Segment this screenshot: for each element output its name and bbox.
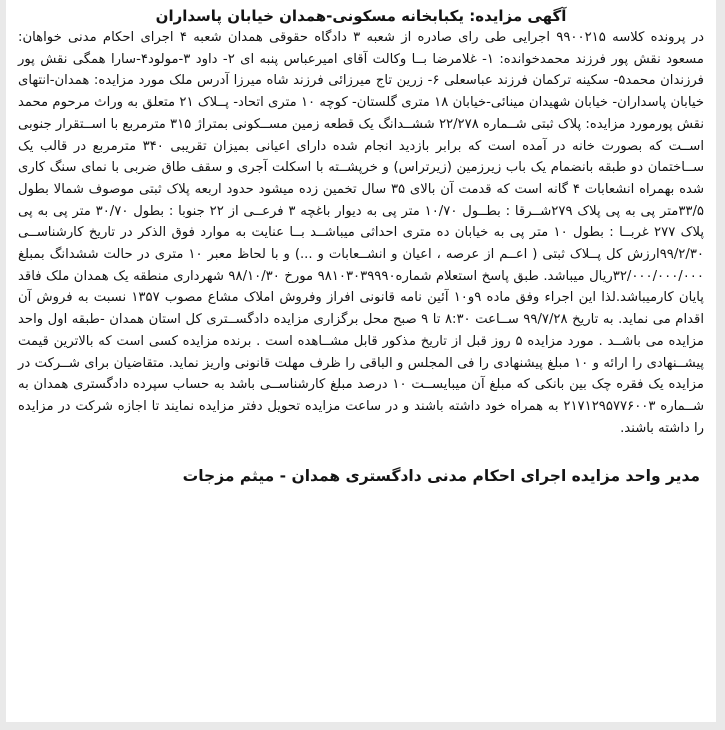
notice-title: آگهی مزایده: یکبابخانه مسکونی-همدان خیابان پاسداران <box>155 7 567 25</box>
notice-signature: مدیر واحد مزایده اجرای احکام مدنی دادگستری همدان - میثم مزجات <box>182 467 700 486</box>
auction-notice <box>6 0 716 722</box>
notice-body: در پرونده کلاسه ۹۹۰۰۲۱۵ اجرایی طی رای صادره از شعبه ۳ دادگاه حقوقی همدان شعبه ۴ اجرای احکام مدنی خواهان: مسعود نقش پور فرزند محمدخوانده: ۱- غلامرضا بــا وکالت آقای امیرعباس پنبه ای ۲- داود ۳-مولود۴-سارا همگی نقش پور فرزندان محمد۵- سکینه ترکمان فرزند عباسعلی ۶- زرین تاج میرزائی فرزند شاه میرزا آدرس ملک مورد مزایده: همدان-انتهای خیابان پاسداران- خیابان شهیدان مینائی-خیابان ۱۸ متری گلستان- کوچه ۱۰ متری اتحاد- پــلاک ۲۱ متعلق به وراث مرحوم محمد نقش پورمورد مزایده: پلاک ثبتی شــماره ۲۲/۲۷۸ ششــدانگ یک قطعه زمین مســکونی بمتراژ ۳۱۵ مترمربع با اســتقرار جنوبی اســت که بصورت خانه در آمده است که برابر بازدید انجام شده دارای اعیانی بمیزان تقریبی ۳۴۰ مترمربع در قالب یک ســاختمان دو طبقه بانضمام یک باب زیرزمین (زیرتراس) و خرپشــته با اسکلت آجری و سقف طاق ضربی با نمای سنگ کاری شده بهمراه انشعابات ۴ گانه است که قدمت آن بالای ۳۵ سال تخمین زده میشود حدود اربعه پلاک ثبتی موصوف شمالا بطول ۳۳/۵متر پی به پی پلاک ۲۷۹شــرقا : بطــول ۱۰/۷۰ متر پی به دیوار باغچه ۳ فرعــی از ۲۲ جنوبا : بطول ۳۰/۷۰ متر پی به پی پلاک ۲۷۷ غربــا : بطول ۱۰ متر پی به خیابان ده متری احداثی میباشــد بــا عنایت به موارد فوق الذکر در تاریخ کارشناســی ۹۹/۲/۳۰ارزش کل پــلاک ثبتی ( اعــم از عرصه ، اعیان و انشــعابات و ...) و با لحاظ معبر ۱۰ متری در حالت ششدانگ بمبلغ ۳۲/۰۰۰/۰۰۰/۰۰۰ریال میباشد. طبق پاسخ استعلام شماره۹۸۱۰۳۰۳۹۹۹۰ مورخ ۹۸/۱۰/۳۰ شهرداری منطقه یک همدان ملک فاقد پایان کارمیباشد.لذا این اجراء وفق ماده ۹و۱۰ آئین نامه قانونی افراز وفروش املاک مشاع مصوب ۱۳۵۷ نسبت به فروش آن اقدام می نماید. به تاریخ ۹۹/۷/۲۸ ســاعت ۸:۳۰ تا ۹ صبح محل برگزاری مزایده دادگســتری کل استان همدان -طبقه اول واحد مزایده می باشــد . مورد مزایده ۵ روز قبل از تاریخ مذکور قابل مشــاهده است . برنده مزایده کسی است که بالاترین قیمت پیشــنهادی را ارائه و ۱۰ مبلغ پیشنهادی را فی المجلس و الباقی را ظرف مهلت قانونی واریز نماید. متقاضیان برای شــرکت در مزایده یک فقره چک بین بانکی که مبلغ آن میبایســت ۱۰ درصد مبلغ کارشناســی باشد به حساب سپرده دادگستری همدان به شــماره ۲۱۷۱۲۹۵۷۷۶۰۰۳ به همراه خود داشته باشند و در ساعت مزایده تحویل دفتر مزایده نمایند تا اجازه شرکت در مزایده را داشته باشند. <box>18 30 705 436</box>
